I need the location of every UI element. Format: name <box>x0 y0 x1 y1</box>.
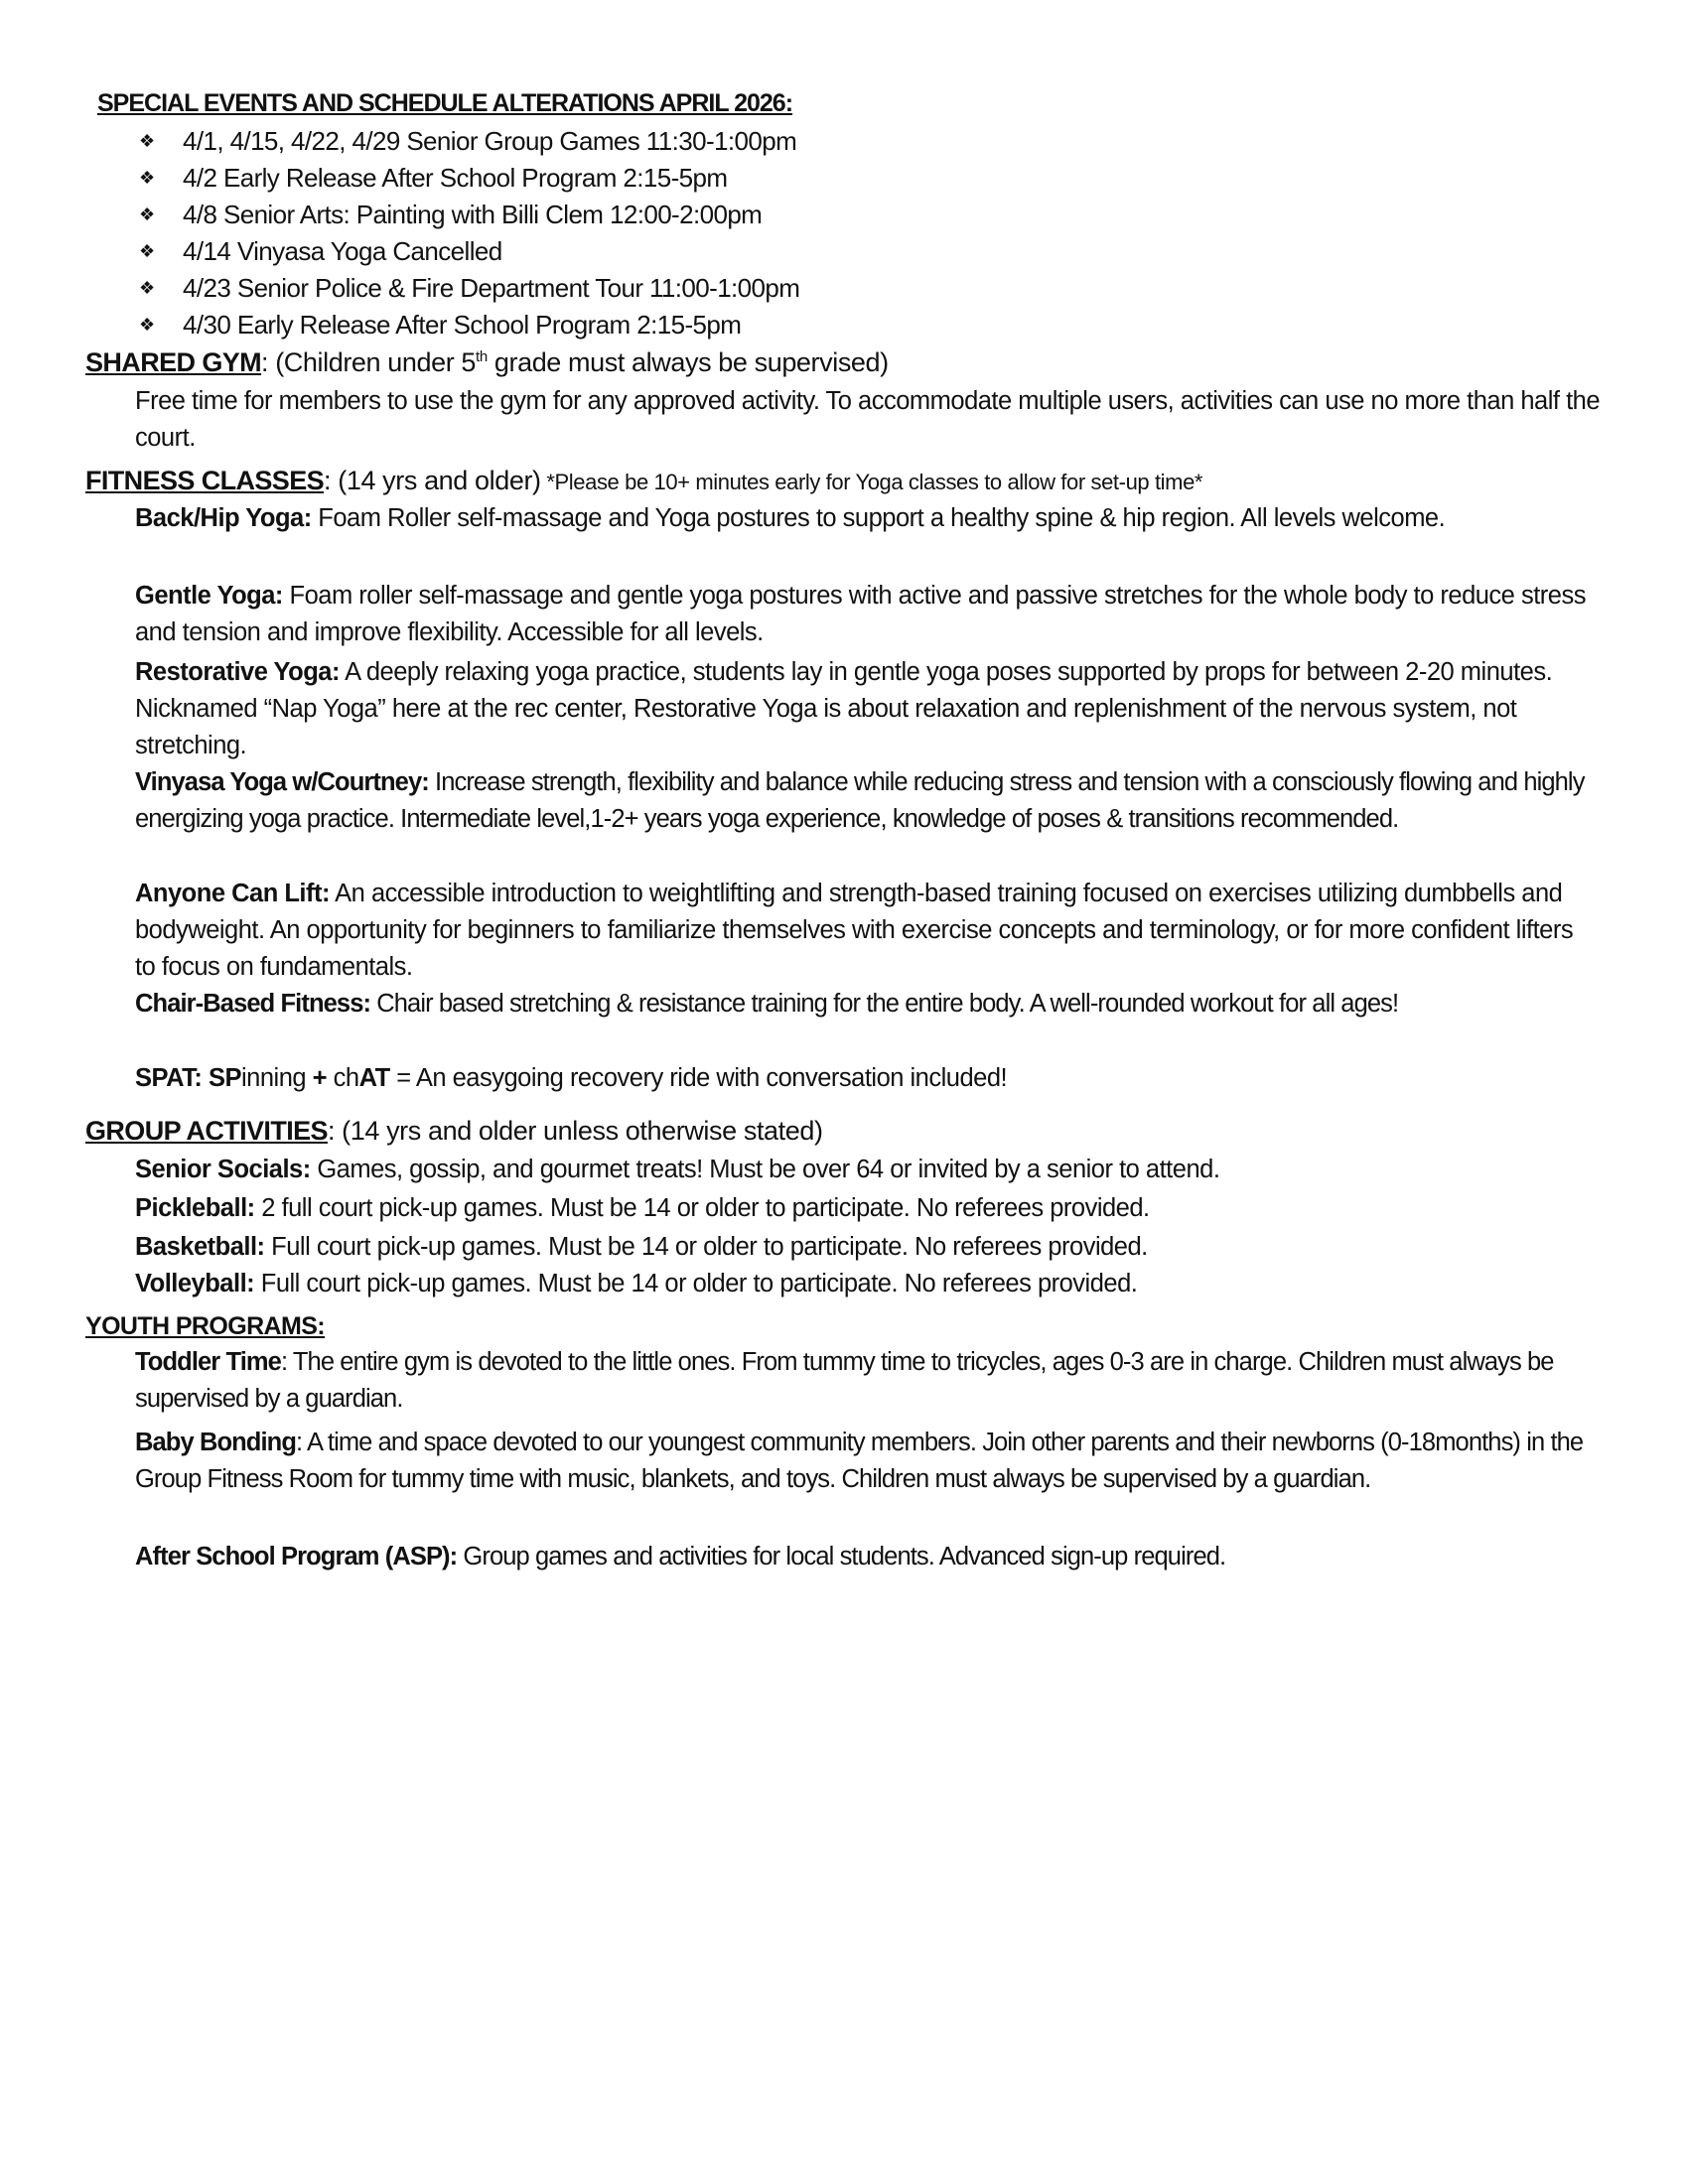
diamond-bullet-icon: ❖ <box>139 241 155 261</box>
class-item-spat <box>135 1060 1624 1097</box>
shared-gym-description: Free time for members to use the gym for any approved activity. To accommodate multiple users, activities can use no more than half the court. <box>135 387 1601 452</box>
diamond-bullet-icon: ❖ <box>139 168 155 188</box>
ordinal-suffix: th <box>476 348 488 365</box>
item-title: Gentle Yoga: <box>135 582 283 610</box>
event-text: 4/14 Vinyasa Yoga Cancelled <box>183 236 502 266</box>
item-title: Chair-Based Fitness: <box>135 990 371 1018</box>
activity-item-basketball <box>135 1229 1624 1266</box>
diamond-bullet-icon: ❖ <box>139 278 155 298</box>
section-note: *Please be 10+ minutes early for Yoga classes to allow for set-up time* <box>540 470 1203 494</box>
item-text: An accessible introduction to weightlifting and strength-based training focused on exercises utilizing dumbbells and bodyweight. An opportunity for beginners to familiarize themselves with exercise concepts and terminology, or for more confident lifters to focus on fundamentals. <box>135 880 1574 981</box>
item-title: Basketball: <box>135 1233 265 1261</box>
diamond-bullet-icon: ❖ <box>139 315 155 335</box>
list-item <box>139 307 799 343</box>
list-item <box>139 233 799 270</box>
class-item-chair-based-fitness <box>135 986 1624 1023</box>
section-subtitle: : (14 yrs and older unless otherwise stated) <box>327 1116 823 1146</box>
section-subtitle: : (14 yrs and older) <box>324 466 541 495</box>
section-subtitle-end: grade must always be supervised) <box>487 347 889 377</box>
section-subtitle: : (Children under 5 <box>261 347 477 377</box>
youth-programs-heading <box>85 1312 325 1341</box>
item-text: 2 full court pick-up games. Must be 14 or older to participate. No referees provided. <box>254 1194 1150 1222</box>
class-item-anyone-can-lift <box>135 876 1585 986</box>
item-text: Foam roller self-massage and gentle yoga postures with active and passive stretches for the whole body to reduce stress and tension and improve flexibility. Accessible for all levels. <box>135 582 1586 646</box>
item-title: Vinyasa Yoga w/Courtney: <box>135 768 429 796</box>
event-text: 4/30 Early Release After School Program 2:15-5pm <box>183 310 742 340</box>
activity-item-volleyball <box>135 1266 1624 1302</box>
spat-regular-2: ch <box>333 1064 359 1092</box>
item-text: Full court pick-up games. Must be 14 or older to participate. No referees provided. <box>264 1233 1148 1261</box>
spat-bold-1: SPAT: SP <box>135 1064 241 1092</box>
diamond-bullet-icon: ❖ <box>139 205 155 224</box>
special-events-list <box>139 123 799 343</box>
item-title: Volleyball: <box>135 1270 255 1297</box>
spat-bold-3: AT <box>358 1064 390 1092</box>
event-text: 4/23 Senior Police & Fire Department Tour 11:00-1:00pm <box>183 273 800 303</box>
item-text: : The entire gym is devoted to the little ones. From tummy time to tricycles, ages 0-3 are in charge. Children must always be supervised by a guardian. <box>135 1348 1554 1413</box>
list-item <box>139 197 799 233</box>
fitness-classes-heading <box>85 466 1202 496</box>
item-text: Games, gossip, and gourmet treats! Must be over 64 or invited by a senior to attend. <box>310 1156 1220 1183</box>
section-title: YOUTH PROGRAMS: <box>85 1312 326 1340</box>
class-item-gentle-yoga <box>135 578 1624 651</box>
item-title: Toddler Time <box>135 1348 281 1376</box>
item-text: Foam Roller self-massage and Yoga postures to support a healthy spine & hip region. All levels welcome. <box>311 504 1446 532</box>
youth-item-after-school-program <box>135 1539 1624 1575</box>
class-item-restorative-yoga <box>135 654 1605 764</box>
class-item-back-hip-yoga <box>135 500 1585 537</box>
event-text: 4/2 Early Release After School Program 2:15-5pm <box>183 163 728 193</box>
list-item <box>139 270 799 307</box>
item-text: A deeply relaxing yoga practice, students lay in gentle yoga poses supported by props for between 2-20 minutes. Nicknamed “Nap Yoga” here at the rec center, Restorative Yoga is about relaxation and replenishment of the nervous system, not stretching. <box>135 658 1553 759</box>
item-text: Group games and activities for local students. Advanced sign-up required. <box>457 1543 1226 1570</box>
item-title: Back/Hip Yoga: <box>135 504 312 532</box>
special-events-heading: SPECIAL EVENTS AND SCHEDULE ALTERATIONS APRIL 2026: <box>97 89 793 117</box>
spat-bold-2: + <box>306 1064 334 1092</box>
item-text: Chair based stretching & resistance training for the entire body. A well-rounded workout for all ages! <box>370 990 1399 1018</box>
event-text: 4/1, 4/15, 4/22, 4/29 Senior Group Games 11:30-1:00pm <box>183 126 797 156</box>
list-item <box>139 160 799 197</box>
activity-item-pickleball <box>135 1190 1624 1227</box>
item-text: : A time and space devoted to our youngest community members. Join other parents and their newborns (0-18months) in the Group Fitness Room for tummy time with music, blankets, and toys. Children must always be supervised by a guardian. <box>135 1429 1584 1493</box>
youth-item-toddler-time <box>135 1344 1565 1418</box>
item-title: After School Program (ASP): <box>135 1543 458 1570</box>
item-text: Increase strength, flexibility and balance while reducing stress and tension with a consciously flowing and highly energizing yoga practice. Intermediate level,1-2+ years yoga experience, knowledge of poses & transitions recommended. <box>135 768 1585 833</box>
spat-regular-3: = An easygoing recovery ride with conversation included! <box>389 1064 1008 1092</box>
section-title: FITNESS CLASSES <box>85 466 325 495</box>
event-text: 4/8 Senior Arts: Painting with Billi Clem 12:00-2:00pm <box>183 200 763 229</box>
item-title: Pickleball: <box>135 1194 255 1222</box>
item-title: Baby Bonding <box>135 1429 297 1456</box>
class-item-vinyasa-yoga <box>135 764 1624 838</box>
diamond-bullet-icon: ❖ <box>139 131 155 151</box>
list-item <box>139 123 799 160</box>
activity-item-senior-socials <box>135 1152 1624 1188</box>
section-title: GROUP ACTIVITIES <box>85 1116 328 1146</box>
item-title: Senior Socials: <box>135 1156 311 1183</box>
item-title: Anyone Can Lift: <box>135 880 330 907</box>
section-title: SHARED GYM <box>85 347 262 377</box>
item-text: Full court pick-up games. Must be 14 or older to participate. No referees provided. <box>254 1270 1138 1297</box>
spat-regular-1: inning <box>241 1064 307 1092</box>
group-activities-heading <box>85 1116 823 1147</box>
youth-item-baby-bonding <box>135 1425 1624 1498</box>
shared-gym-heading <box>85 347 889 378</box>
item-title: Restorative Yoga: <box>135 658 340 686</box>
